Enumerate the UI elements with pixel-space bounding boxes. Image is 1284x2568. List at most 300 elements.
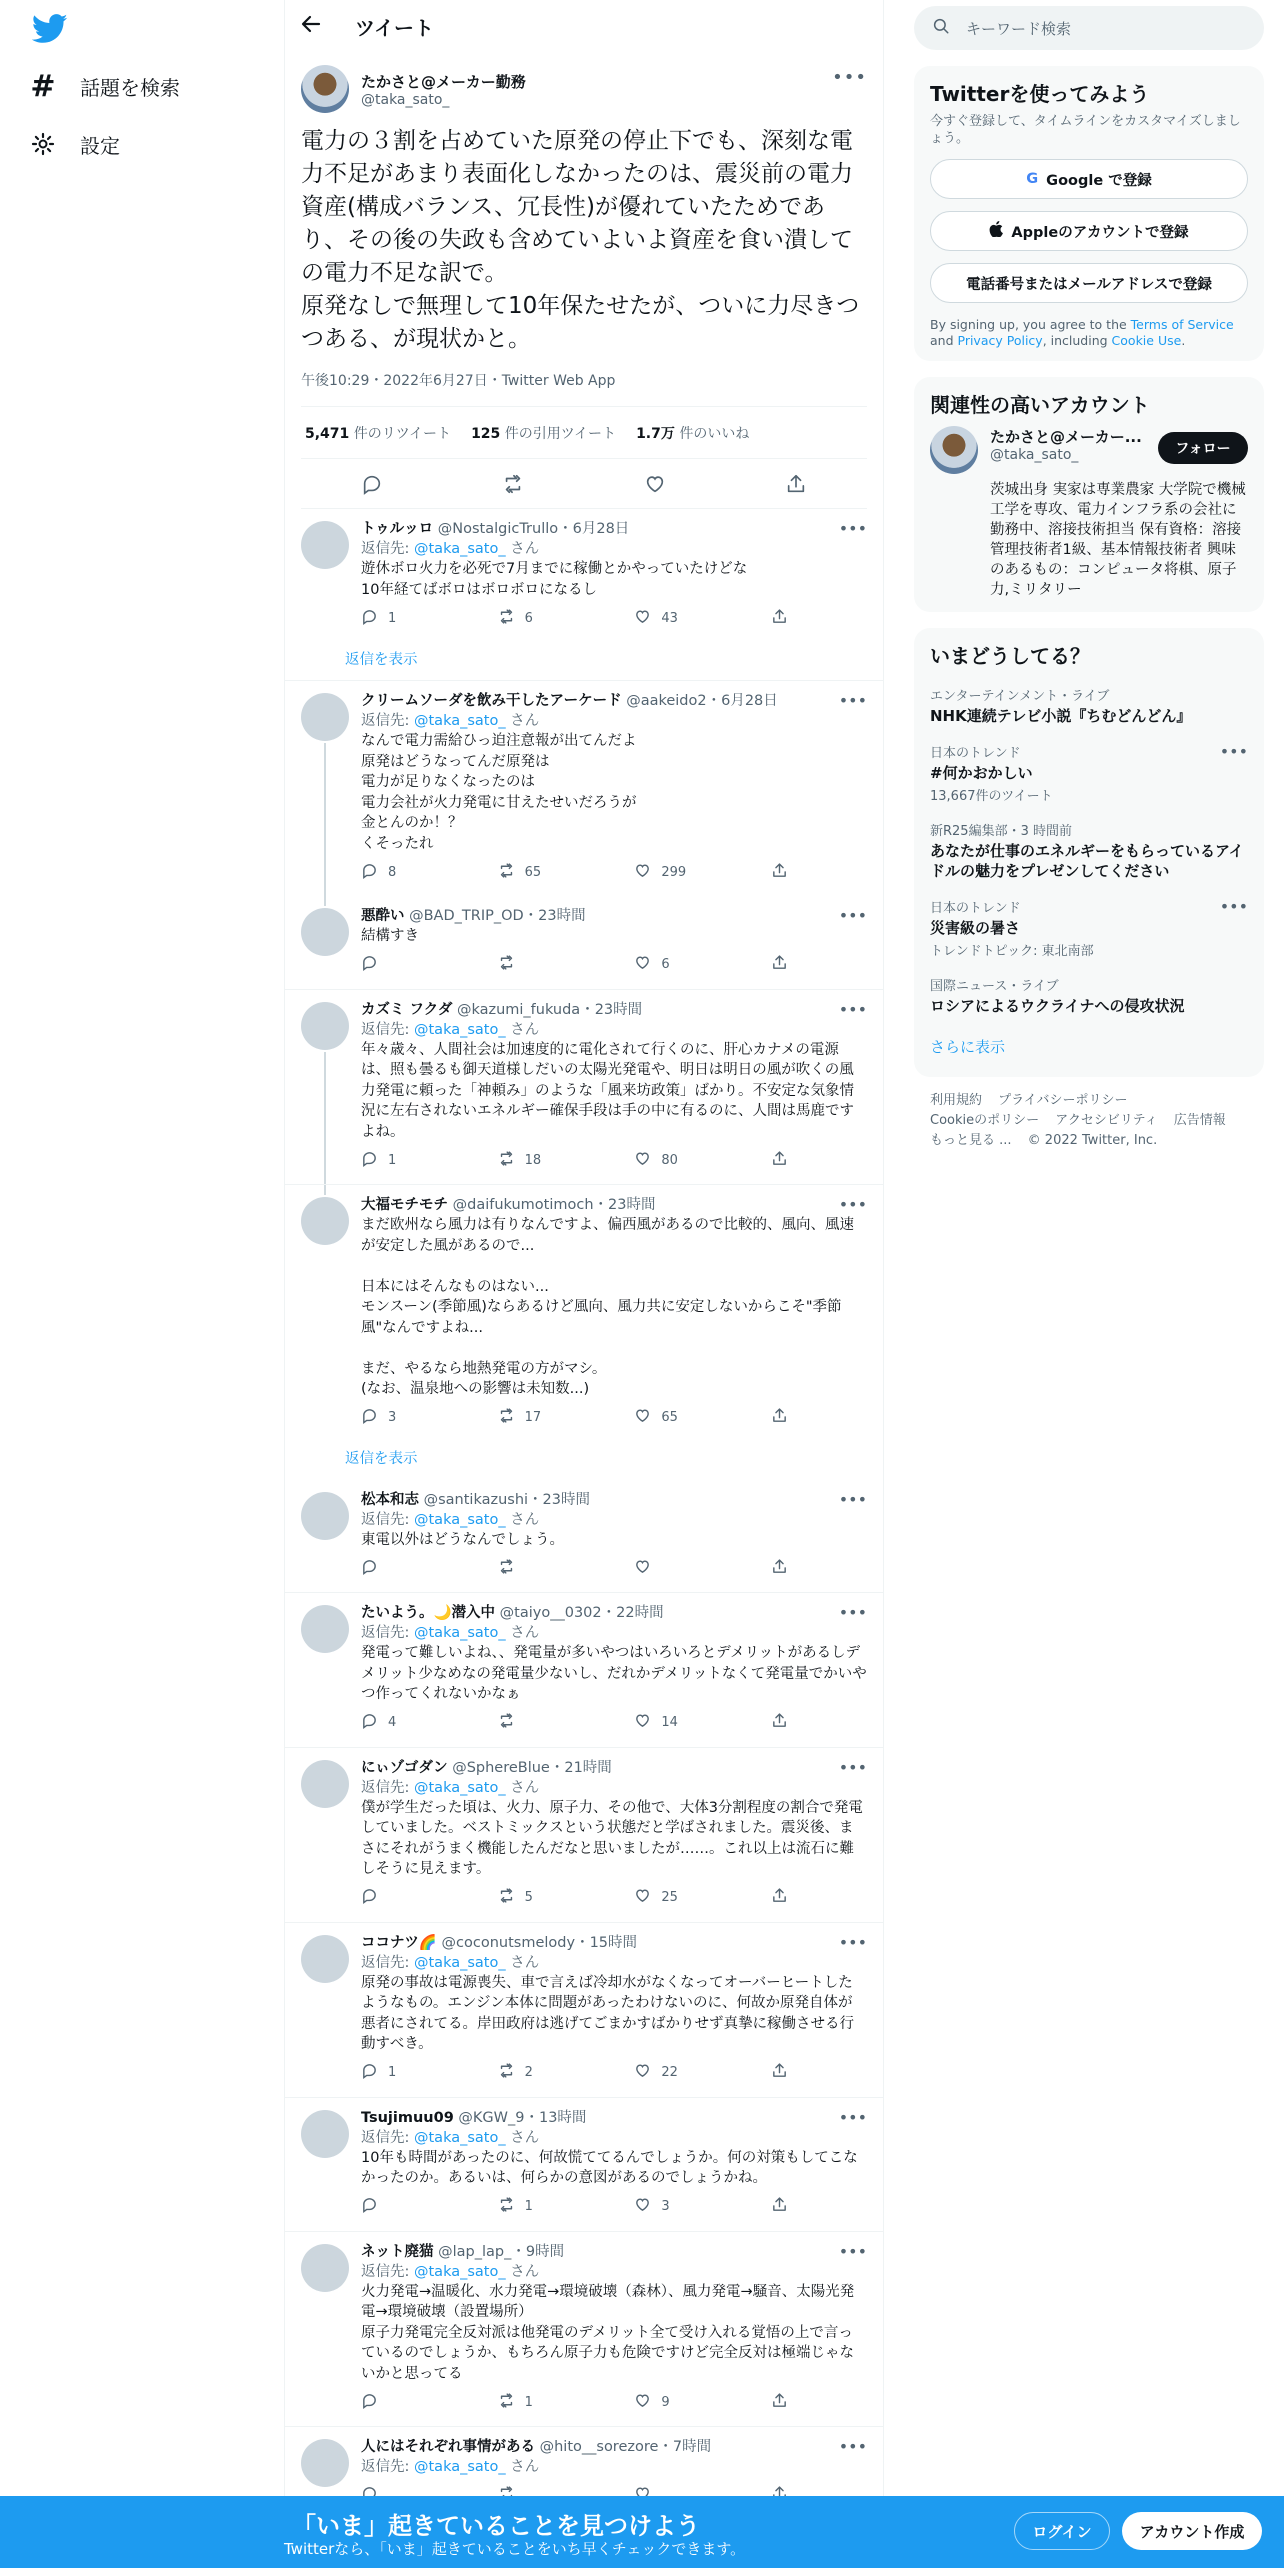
- reply-tweet[interactable]: [285, 1748, 883, 1923]
- reply-to-prefix: 返信先:: [361, 1625, 414, 1641]
- retweet-icon: [498, 2062, 515, 2083]
- like-button[interactable]: [634, 1558, 714, 1579]
- main-tweet: [285, 53, 883, 509]
- reply-header: [361, 1933, 867, 1953]
- retweet-button[interactable]: [498, 1712, 578, 1733]
- trend-item[interactable]: [930, 732, 1248, 810]
- reply-text: なんで電力需給ひっ迫注意報が出てんだよ 原発はどうなってんだ原発は 電力が足りなくなったのは 電力会社が火力発電に甘えたせいだろうが 金とんのか！？ くそったれ: [361, 733, 637, 852]
- reply-author-handle[interactable]: @taiyo__0302・22時間: [499, 1605, 664, 1621]
- retweet-button[interactable]: [498, 1407, 578, 1428]
- like-button[interactable]: [634, 954, 714, 975]
- more-options-icon[interactable]: •••: [1219, 742, 1248, 761]
- reply-to: [361, 1510, 867, 1530]
- retweet-icon: [498, 1558, 515, 1579]
- search-icon: [932, 17, 950, 39]
- reply-button[interactable]: [361, 2392, 441, 2413]
- privacy-link[interactable]: Privacy Policy: [957, 333, 1043, 348]
- reply-to: [361, 2128, 867, 2148]
- share-button[interactable]: [771, 2392, 791, 2413]
- reply-icon: [361, 2392, 378, 2413]
- like-count-value: 1.7万: [636, 425, 675, 442]
- like-count: 65: [661, 1410, 678, 1425]
- retweet-button[interactable]: [498, 608, 578, 629]
- page-title: ツイート: [355, 16, 434, 40]
- right-sidebar: [914, 0, 1264, 1151]
- reply-tweet[interactable]: [285, 1593, 883, 1748]
- nav-explore-label: 話題を検索: [80, 75, 180, 100]
- reply-to-link[interactable]: @taka_sato_: [414, 1511, 506, 1528]
- reply-icon: [361, 608, 378, 629]
- reply-author-name[interactable]: クリームソーダを飲み干したアーケード: [361, 693, 622, 709]
- trend-context: 日本のトレンド: [930, 746, 1021, 761]
- reply-author-name[interactable]: 松本和志: [361, 1491, 419, 1508]
- reply-to-link[interactable]: @taka_sato_: [414, 713, 506, 729]
- reply-tweet[interactable]: [285, 509, 883, 681]
- reply-to-link[interactable]: @taka_sato_: [414, 1021, 506, 1038]
- nav-explore[interactable]: [28, 58, 200, 114]
- follow-button[interactable]: フォロー: [1158, 432, 1248, 464]
- trend-title: NHK連続テレビ小説『ちむどんどん』: [930, 707, 1192, 725]
- like-count: 9: [661, 2394, 670, 2410]
- trends-title: いまどうしてる？: [930, 644, 1090, 668]
- retweet-count: 6: [524, 610, 533, 626]
- reply-text: 10年も時間があったのに、何故慌ててるんでしょうか。何の対策もしてこなかったのか。あるいは、何らかの意図があるのでしょうかね。: [361, 2149, 858, 2186]
- retweet-button[interactable]: [498, 1150, 578, 1171]
- like-button[interactable]: [634, 862, 714, 883]
- thread-line: [324, 1052, 326, 1185]
- like-button[interactable]: [634, 1407, 714, 1428]
- reply-author-name[interactable]: Tsujimuu09: [361, 2109, 454, 2126]
- reply-author-handle[interactable]: @aakeido2・6月28日: [626, 693, 778, 709]
- cookie-link[interactable]: Cookie Use: [1111, 333, 1182, 348]
- avatar[interactable]: [301, 65, 349, 113]
- like-button[interactable]: [634, 2196, 714, 2217]
- reply-count: 3: [388, 1410, 397, 1425]
- reply-to-link[interactable]: @taka_sato_: [414, 2459, 506, 2475]
- like-icon: [634, 608, 651, 629]
- reply-header: [361, 1603, 867, 1623]
- google-signup-label: Google で登録: [1046, 172, 1152, 189]
- main-tweet-author: [301, 65, 867, 113]
- reply-action-bar: [361, 1705, 791, 1741]
- reply-header: [361, 1490, 867, 1510]
- footer-accessibility[interactable]: アクセシビリティ: [1055, 1113, 1158, 1128]
- main-column: [284, 0, 884, 2568]
- avatar[interactable]: [301, 2244, 349, 2292]
- more-options-icon[interactable]: •••: [838, 1489, 867, 1509]
- share-icon: [771, 1887, 788, 1908]
- quote-count-value: 125: [471, 425, 501, 442]
- retweet-button[interactable]: [498, 954, 578, 975]
- reply-text: 東電以外はどうなんでしょう。: [361, 1531, 564, 1548]
- avatar[interactable]: [301, 1492, 349, 1540]
- avatar[interactable]: [301, 1605, 349, 1653]
- like-icon: [634, 1407, 651, 1428]
- like-icon: [634, 954, 651, 975]
- more-options-icon[interactable]: •••: [838, 1195, 867, 1214]
- terms-link[interactable]: Terms of Service: [1130, 317, 1234, 332]
- related-name[interactable]: たかさと@メーカー...: [990, 428, 1142, 446]
- reply-author-name[interactable]: カズミ フクダ: [361, 1001, 453, 1018]
- reply-tweet[interactable]: [285, 2098, 883, 2232]
- trend-list: [930, 675, 1248, 1022]
- avatar[interactable]: [301, 521, 349, 569]
- avatar[interactable]: [301, 1002, 349, 1050]
- share-icon: [771, 2392, 788, 2413]
- avatar[interactable]: [301, 1760, 349, 1808]
- hashtag-icon: #: [30, 68, 56, 104]
- signup-legal: [930, 317, 1248, 349]
- reply-to-suffix: さん: [510, 2263, 540, 2280]
- reply-to-suffix: さん: [510, 1511, 540, 1528]
- share-icon: [771, 1150, 788, 1171]
- share-button[interactable]: [771, 1150, 791, 1171]
- like-count: 6: [661, 957, 670, 972]
- related-bio: 茨城出身 実家は専業農家 大学院で機械工学を専攻、電力インフラ系の会社に勤務中、溶接技術担当 保有資格：溶接管理技術者1級、基本情報技術者 興味のあるもの：コンピュータ将棋、原子力,ミリタリー: [990, 482, 1246, 598]
- reply-button[interactable]: [361, 1887, 441, 1908]
- like-icon[interactable]: [636, 465, 674, 503]
- share-button[interactable]: [771, 1407, 791, 1428]
- avatar[interactable]: [301, 1935, 349, 1983]
- like-button[interactable]: [634, 1712, 714, 1733]
- like-count: 299: [661, 864, 687, 880]
- reply-button[interactable]: [361, 1558, 441, 1579]
- share-button[interactable]: [771, 2196, 791, 2217]
- reply-author-handle[interactable]: @hito__sorezore・7時間: [539, 2439, 712, 2455]
- share-button[interactable]: [771, 1558, 791, 1579]
- trend-item[interactable]: [930, 965, 1248, 1022]
- like-count: 25: [661, 1890, 678, 1905]
- quote-count[interactable]: [471, 423, 616, 443]
- reply-author-handle[interactable]: @lap_lap_・9時間: [438, 2243, 565, 2260]
- reply-to: [361, 1020, 867, 1040]
- reply-tweet[interactable]: [285, 896, 883, 990]
- reply-header: [361, 1000, 867, 1020]
- share-button[interactable]: [771, 1887, 791, 1908]
- more-options-icon[interactable]: •••: [832, 67, 867, 88]
- reply-tweet[interactable]: [285, 990, 883, 1186]
- bottom-signup-bar: [0, 2496, 1284, 2568]
- reply-list: [285, 509, 883, 2520]
- retweet-count: 5: [524, 1890, 533, 1905]
- retweet-button[interactable]: [498, 1558, 578, 1579]
- retweet-count: 18: [524, 1152, 542, 1168]
- more-options-icon[interactable]: •••: [838, 2241, 867, 2261]
- share-icon: [771, 1712, 788, 1733]
- avatar[interactable]: [930, 426, 978, 474]
- like-icon: [634, 1558, 651, 1579]
- back-arrow-icon[interactable]: [301, 14, 325, 40]
- trend-item[interactable]: [930, 675, 1248, 732]
- reply-to-link[interactable]: @taka_sato_: [414, 1625, 506, 1641]
- reply-author-name[interactable]: ネット廃猫: [361, 2243, 434, 2260]
- reply-icon: [361, 1887, 378, 1908]
- related-account[interactable]: [930, 426, 1248, 474]
- retweet-icon: [498, 862, 515, 883]
- reply-icon: [361, 862, 378, 883]
- avatar[interactable]: [301, 2439, 349, 2487]
- retweet-count-label: 件のリツイート: [353, 425, 452, 442]
- reply-to: [361, 1953, 867, 1973]
- like-count: 14: [661, 1715, 678, 1730]
- reply-to: [361, 2262, 867, 2282]
- reply-to-prefix: 返信先:: [361, 1954, 414, 1971]
- reply-to-link[interactable]: @taka_sato_: [414, 541, 506, 557]
- reply-button[interactable]: [361, 1407, 441, 1428]
- retweet-count: 1: [524, 2394, 533, 2410]
- reply-to-prefix: 返信先:: [361, 1021, 414, 1038]
- footer-terms[interactable]: 利用規約: [930, 1093, 983, 1108]
- avatar[interactable]: [301, 1197, 349, 1245]
- share-icon[interactable]: [777, 465, 815, 503]
- reply-to-prefix: 返信先:: [361, 1779, 414, 1796]
- reply-to-link[interactable]: @taka_sato_: [414, 2129, 506, 2146]
- like-icon: [634, 2062, 651, 2083]
- reply-to-suffix: さん: [510, 1954, 540, 1971]
- trend-context: 新R25編集部・3 時間前: [930, 824, 1072, 839]
- reply-to: [361, 711, 867, 731]
- quote-count-label: 件の引用ツイート: [504, 425, 617, 442]
- reply-to: [361, 1623, 867, 1643]
- more-options-icon[interactable]: •••: [838, 2107, 867, 2127]
- retweet-button[interactable]: [498, 2196, 578, 2217]
- footer-privacy[interactable]: プライバシーポリシー: [998, 1093, 1128, 1108]
- apple-signup-button[interactable]: [930, 211, 1248, 251]
- retweet-count[interactable]: [305, 423, 451, 443]
- trend-context: 日本のトレンド: [930, 901, 1021, 916]
- more-options-icon[interactable]: •••: [838, 2437, 867, 2456]
- reply-to-prefix: 返信先:: [361, 2263, 414, 2280]
- google-signup-button[interactable]: [930, 159, 1248, 199]
- reply-to-suffix: さん: [510, 713, 540, 729]
- retweet-count: 1: [524, 2199, 533, 2214]
- reply-author-name[interactable]: トゥルッロ: [361, 521, 434, 537]
- reply-author-name[interactable]: 大福モチモチ: [361, 1197, 448, 1213]
- like-icon: [634, 862, 651, 883]
- like-icon: [634, 2196, 651, 2217]
- reply-tweet[interactable]: [285, 1185, 883, 1480]
- reply-tweet[interactable]: [285, 681, 883, 896]
- related-handle[interactable]: @taka_sato_: [990, 447, 1079, 463]
- signup-card: [914, 66, 1264, 361]
- login-button[interactable]: ログイン: [1014, 2512, 1110, 2550]
- reply-action-bar: [361, 947, 791, 983]
- legal-text: .: [1181, 333, 1186, 348]
- reply-action-bar: [361, 2055, 791, 2091]
- trends-card: [914, 628, 1264, 1077]
- share-icon: [771, 1407, 788, 1428]
- reply-to-prefix: 返信先:: [361, 2459, 414, 2475]
- like-button[interactable]: [634, 2392, 714, 2413]
- reply-author-handle[interactable]: @kazumi_fukuda・23時間: [456, 1001, 643, 1018]
- tweet-action-bar: [301, 459, 867, 509]
- retweet-icon: [498, 2196, 515, 2217]
- like-icon: [634, 1150, 651, 1171]
- reply-author-handle[interactable]: @BAD_TRIP_OD・23時間: [409, 908, 586, 924]
- reply-count: 8: [388, 864, 397, 880]
- like-button[interactable]: [634, 1887, 714, 1908]
- trends-show-more[interactable]: さらに表示: [930, 1038, 1006, 1056]
- legal-text: By signing up, you agree to the: [930, 317, 1131, 332]
- bottom-subtext: Twitterなら、「いま」起きていることをいち早くチェックできます。: [284, 2540, 746, 2558]
- more-options-icon[interactable]: •••: [838, 1603, 867, 1622]
- retweet-button[interactable]: [498, 2392, 578, 2413]
- nav-settings[interactable]: [28, 116, 140, 172]
- reply-author-handle[interactable]: @SphereBlue・21時間: [452, 1759, 612, 1776]
- more-options-icon[interactable]: •••: [838, 906, 867, 925]
- share-button[interactable]: [771, 862, 791, 883]
- avatar[interactable]: [301, 908, 349, 956]
- share-icon: [771, 862, 788, 883]
- retweet-icon: [498, 608, 515, 629]
- apple-icon: [989, 221, 1003, 241]
- apple-signup-label: Appleのアカウントで登録: [1011, 224, 1189, 241]
- reply-button[interactable]: [361, 954, 441, 975]
- like-count: 80: [661, 1152, 678, 1168]
- reply-button[interactable]: [361, 2196, 441, 2217]
- reply-action-bar: [361, 1400, 791, 1436]
- footer-copyright: © 2022 Twitter, Inc.: [1027, 1133, 1158, 1148]
- show-replies-link[interactable]: 返信を表示: [345, 651, 418, 668]
- signup-title: Twitterを使ってみよう: [930, 82, 1150, 106]
- like-count[interactable]: [636, 423, 749, 443]
- author-name[interactable]: たかさと@メーカー勤務: [361, 72, 526, 91]
- reply-header: [361, 691, 867, 711]
- more-options-icon[interactable]: •••: [838, 1757, 867, 1777]
- retweet-count: 2: [524, 2065, 533, 2080]
- legal-text: and: [930, 333, 958, 348]
- retweet-button[interactable]: [498, 2062, 578, 2083]
- trend-count: トレンドトピック: 東北南部: [930, 944, 1094, 959]
- like-icon: [634, 1712, 651, 1733]
- reply-author-handle[interactable]: @coconutsmelody・15時間: [441, 1934, 638, 1951]
- reply-icon: [361, 1712, 378, 1733]
- reply-text: 年々歳々、人間社会は加速度的に電化されて行くのに、肝心カナメの電源は、照も曇るも御天道様しだいの太陽光発電や、明日は明日の風が吹くの風力発電に頼った「神頼み」のような「風来坊政策」ばかり。不安定な気象情況に左右されないエネルギー確保手段は手の中に有るのに、人間は馬鹿ですよね。: [361, 1041, 854, 1140]
- reply-to-suffix: さん: [510, 2129, 540, 2146]
- reply-text: 原発の事故は電源喪失、車で言えば冷却水がなくなってオーバーヒートしたようなもの。エンジン本体に問題があったわけないのに、何故か原発自体が悪者にされてる。岸田政府は逃げてごまかすばかりせず真摯に稼働させる行動すべき。: [361, 1974, 854, 2052]
- reply-tweet[interactable]: [285, 1923, 883, 2098]
- footer-ads[interactable]: 広告情報: [1173, 1113, 1226, 1128]
- retweet-count-value: 5,471: [305, 425, 350, 442]
- retweet-button[interactable]: [498, 862, 578, 883]
- more-options-icon[interactable]: •••: [838, 519, 867, 538]
- reply-icon: [361, 1407, 378, 1428]
- reply-to-link[interactable]: @taka_sato_: [414, 1779, 506, 1796]
- trend-title: ロシアによるウクライナへの侵攻状況: [930, 997, 1185, 1015]
- phone-signup-button[interactable]: 電話番号またはメールアドレスで登録: [930, 263, 1248, 303]
- like-button[interactable]: [634, 2062, 714, 2083]
- avatar[interactable]: [301, 2110, 349, 2158]
- footer-cookie[interactable]: Cookieのポリシー: [930, 1113, 1040, 1128]
- reply-tweet[interactable]: [285, 2232, 883, 2428]
- trend-item[interactable]: [930, 887, 1248, 965]
- reply-to: [361, 2457, 867, 2477]
- reply-button[interactable]: [361, 862, 441, 883]
- more-options-icon[interactable]: •••: [1219, 897, 1248, 916]
- reply-icon: [361, 1150, 378, 1171]
- retweet-button[interactable]: [498, 1887, 578, 1908]
- related-accounts-card: [914, 377, 1264, 612]
- reply-author-name[interactable]: 悪酔い: [361, 908, 405, 924]
- share-icon: [771, 2196, 788, 2217]
- search-box[interactable]: [914, 6, 1264, 50]
- retweet-count: 17: [524, 1410, 542, 1425]
- more-options-icon[interactable]: •••: [838, 691, 867, 710]
- reply-button[interactable]: [361, 1712, 441, 1733]
- share-button[interactable]: [771, 2062, 791, 2083]
- reply-button[interactable]: [361, 608, 441, 629]
- reply-author-name[interactable]: にぃゾゴダン: [361, 1759, 448, 1776]
- trend-item[interactable]: [930, 810, 1248, 887]
- reply-icon[interactable]: [353, 465, 391, 503]
- reply-icon: [361, 2196, 378, 2217]
- reply-button[interactable]: [361, 2062, 441, 2083]
- search-input[interactable]: キーワード検索: [966, 19, 1072, 38]
- signup-button[interactable]: アカウント作成: [1122, 2512, 1262, 2550]
- like-button[interactable]: [634, 608, 714, 629]
- more-options-icon[interactable]: •••: [838, 1932, 867, 1952]
- nav-settings-label: 設定: [80, 133, 120, 158]
- show-replies-link[interactable]: 返信を表示: [345, 1451, 418, 1467]
- tweet-meta[interactable]: 午後10:29・2022年6月27日・Twitter Web App: [301, 370, 867, 407]
- retweet-icon[interactable]: [494, 465, 532, 503]
- reply-author-handle[interactable]: @KGW_9・13時間: [458, 2109, 587, 2126]
- reply-to-link[interactable]: @taka_sato_: [414, 1954, 506, 1971]
- reply-author-name[interactable]: ココナツ🌈: [361, 1934, 437, 1951]
- retweet-icon: [498, 1407, 515, 1428]
- reply-to-prefix: 返信先:: [361, 541, 414, 557]
- reply-to-prefix: 返信先:: [361, 713, 414, 729]
- reply-button[interactable]: [361, 1150, 441, 1171]
- reply-tweet[interactable]: [285, 1480, 883, 1594]
- footer-more[interactable]: もっと見る ...: [930, 1133, 1012, 1148]
- author-handle[interactable]: @taka_sato_: [361, 91, 450, 108]
- gear-icon: [28, 129, 58, 159]
- reply-author-name[interactable]: たいよう。🌙潜入中: [361, 1605, 496, 1621]
- tweet-stats: [301, 407, 867, 459]
- reply-text: 発電って難しいよね、、発電量が多いやつはいろいろとデメリットがあるしデメリット少なめなの発電量少ないし、だれかデメリットなくて発電量でかいやつ作ってくれないかなぁ: [361, 1645, 867, 1702]
- reply-header: [361, 1195, 867, 1215]
- reply-author-name[interactable]: 人にはそれぞれ事情がある: [361, 2439, 535, 2455]
- reply-to-suffix: さん: [510, 541, 540, 557]
- reply-to-prefix: 返信先:: [361, 2129, 414, 2146]
- bottom-headline: 「いま」起きていることを見つけよう: [292, 2512, 700, 2540]
- retweet-icon: [498, 1887, 515, 1908]
- signup-subtitle: 今すぐ登録して、タイムラインをカスタマイズしましょう。: [930, 114, 1241, 146]
- reply-count: 1: [388, 2065, 397, 2080]
- share-button[interactable]: [771, 608, 791, 629]
- share-button[interactable]: [771, 1712, 791, 1733]
- trend-title: #何かおかしい: [930, 764, 1033, 782]
- reply-author-handle[interactable]: @NostalgicTrullo・6月28日: [437, 521, 630, 537]
- reply-action-bar: [361, 2384, 791, 2420]
- reply-author-handle[interactable]: @santikazushi・23時間: [423, 1491, 591, 1508]
- avatar[interactable]: [301, 693, 349, 741]
- reply-count: 1: [388, 610, 397, 626]
- like-button[interactable]: [634, 1150, 714, 1171]
- like-count: 22: [661, 2065, 678, 2080]
- more-options-icon[interactable]: •••: [838, 999, 867, 1019]
- retweet-icon: [498, 954, 515, 975]
- twitter-logo-icon[interactable]: [30, 12, 70, 46]
- reply-to: [361, 539, 867, 559]
- share-button[interactable]: [771, 954, 791, 975]
- reply-author-handle[interactable]: @daifukumotimoch・23時間: [452, 1197, 656, 1213]
- like-count-label: 件のいいね: [679, 425, 750, 442]
- retweet-icon: [498, 2392, 515, 2413]
- reply-to-link[interactable]: @taka_sato_: [414, 2263, 506, 2280]
- reply-count: 1: [388, 1152, 397, 1168]
